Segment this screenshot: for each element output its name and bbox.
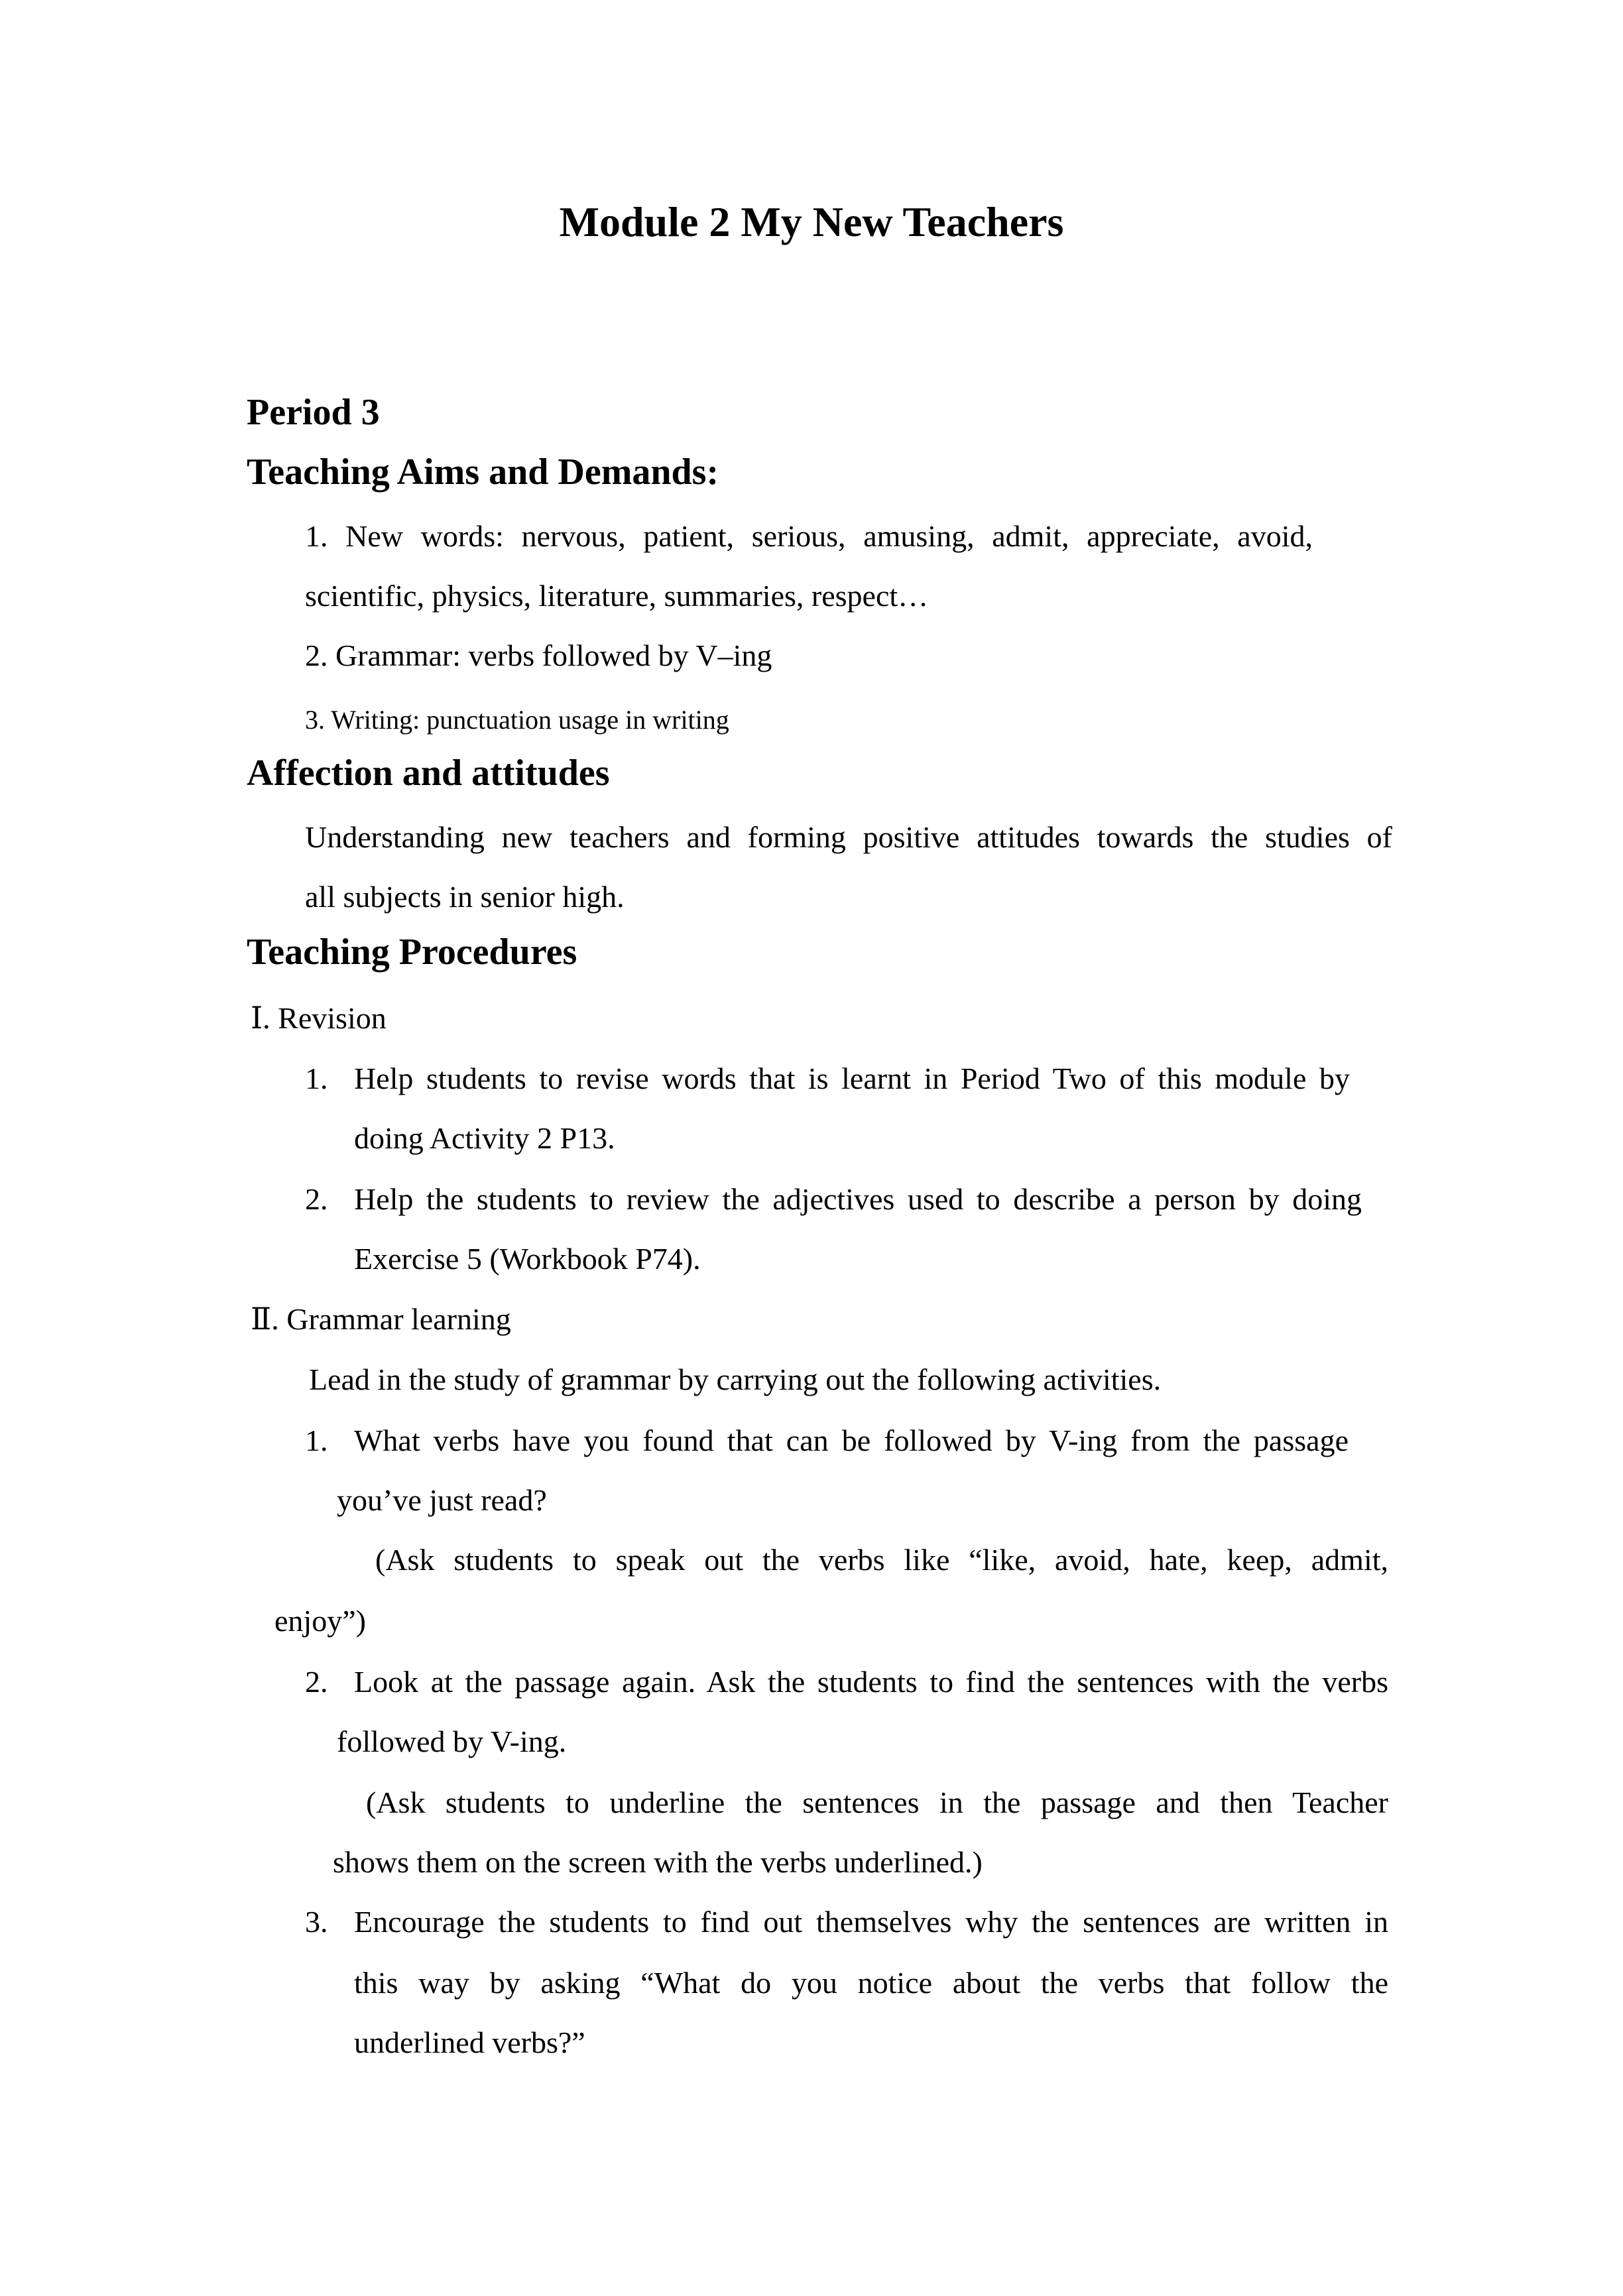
period-heading: Period 3 xyxy=(247,392,380,433)
grammar-item-3-line-2: this way by asking “What do you notice about the verbs that follow the xyxy=(354,1966,1388,2000)
revision-item-2-line-2: Exercise 5 (Workbook P74). xyxy=(354,1242,701,1276)
revision-item-2-line-1: Help the students to review the adjectives used to describe a person by doing xyxy=(354,1182,1362,1216)
grammar-intro: Lead in the study of grammar by carrying out the following activities. xyxy=(309,1362,1162,1396)
writing-aim: 3. Writing: punctuation usage in writing xyxy=(305,705,729,735)
document-title: Module 2 My New Teachers xyxy=(559,198,1064,245)
new-words-line-1: 1. New words: nervous, patient, serious, amusing, admit, appreciate, avoid, xyxy=(305,519,1313,553)
grammar-item-1-number: 1. xyxy=(305,1423,328,1457)
procedures-heading: Teaching Procedures xyxy=(247,932,577,973)
affection-line-2: all subjects in senior high. xyxy=(305,880,625,914)
grammar-item-3-line-1: Encourage the students to find out themselves why the sentences are written in xyxy=(354,1905,1388,1939)
grammar-item-1-note-line-2: enjoy”) xyxy=(274,1604,366,1638)
affection-line-1: Understanding new teachers and forming positive attitudes towards the studies of xyxy=(305,820,1392,854)
grammar-aim: 2. Grammar: verbs followed by V–ing xyxy=(305,638,772,672)
revision-item-1-number: 1. xyxy=(305,1061,328,1095)
new-words-line-2: scientific, physics, literature, summaries, respect… xyxy=(305,579,929,613)
grammar-item-2-line-1: Look at the passage again. Ask the students to find the sentences with the verbs xyxy=(354,1665,1388,1699)
grammar-item-2-note-line-1: (Ask students to underline the sentences in the passage and then Teacher xyxy=(366,1785,1388,1819)
revision-label: Ⅰ. Revision xyxy=(251,1001,387,1035)
grammar-item-1-line-1: What verbs have you found that can be followed by V-ing from the passage xyxy=(354,1423,1349,1457)
grammar-item-2-line-2: followed by V-ing. xyxy=(337,1724,567,1758)
grammar-item-3-line-3: underlined verbs?” xyxy=(354,2025,585,2059)
grammar-item-1-line-2: you’ve just read? xyxy=(337,1483,547,1517)
revision-item-1-line-1: Help students to revise words that is learnt in Period Two of this module by xyxy=(354,1061,1350,1095)
grammar-item-1-note-line-1: (Ask students to speak out the verbs like “like, avoid, hate, keep, admit, xyxy=(375,1543,1388,1577)
revision-item-2-number: 2. xyxy=(305,1182,328,1216)
aims-heading: Teaching Aims and Demands: xyxy=(247,452,719,493)
grammar-learning-label: Ⅱ. Grammar learning xyxy=(251,1302,511,1336)
grammar-item-2-number: 2. xyxy=(305,1665,328,1699)
grammar-item-3-number: 3. xyxy=(305,1905,328,1939)
affection-heading: Affection and attitudes xyxy=(247,753,610,794)
revision-item-1-line-2: doing Activity 2 P13. xyxy=(354,1121,615,1155)
grammar-item-2-note-line-2: shows them on the screen with the verbs underlined.) xyxy=(333,1845,983,1879)
